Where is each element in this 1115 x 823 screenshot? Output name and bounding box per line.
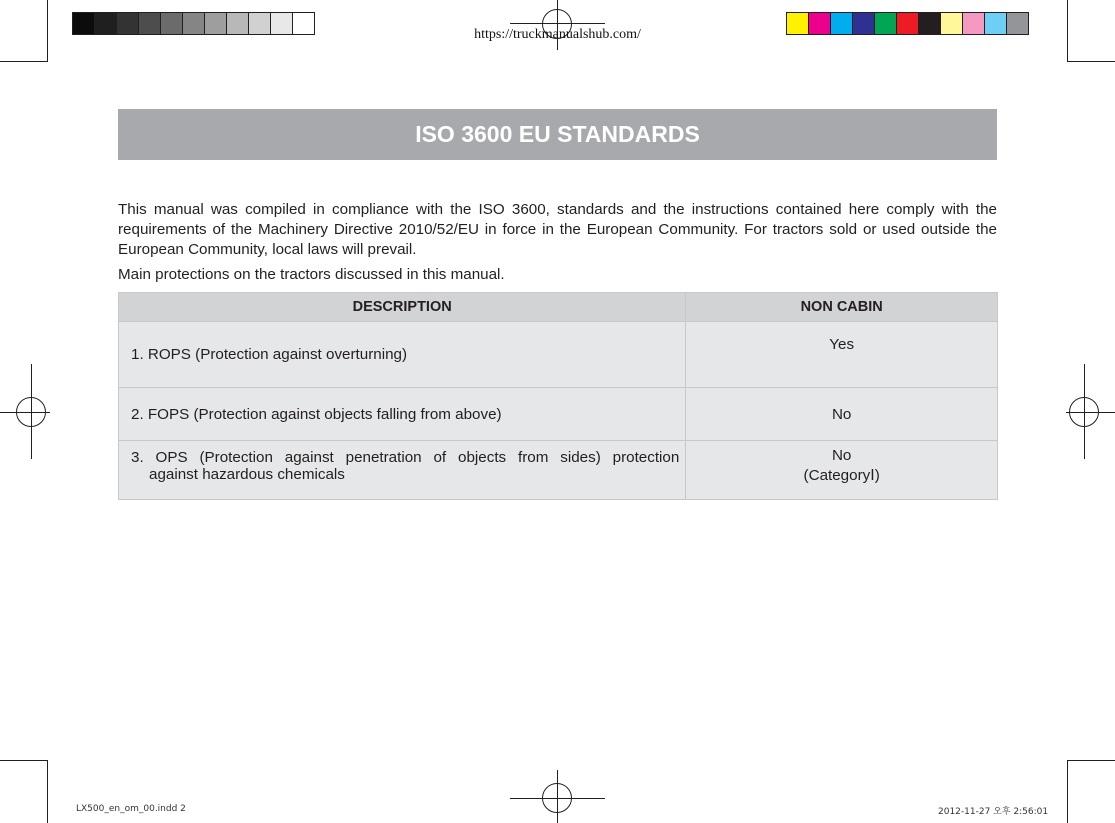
crop-mark: [1067, 760, 1115, 761]
crop-mark: [47, 760, 48, 823]
crop-mark: [0, 760, 48, 761]
row-description-line: against hazardous chemicals: [149, 466, 345, 483]
protections-table: [118, 292, 998, 500]
row-description-line: 3. OPS (Protection against penetration of objects from sides) protection: [131, 449, 680, 466]
crop-mark: [1067, 61, 1115, 62]
registration-mark: [557, 770, 558, 823]
row-value: [686, 441, 998, 500]
non-cabin-header: NON CABIN: [686, 293, 998, 322]
source-url: https://truckmanualshub.com/: [474, 27, 641, 42]
row-value: Yes: [686, 322, 998, 388]
row-value-note: (CategoryⅠ): [803, 467, 880, 484]
intro-paragraph: This manual was compiled in compliance with the ISO 3600, standards and the instructions contained here comply with the requirements of the Machinery Directive 2010/52/EU in force in the European Community. For tractors sold or used outside the European Community, local laws will prevail.: [118, 201, 997, 258]
slug-file: LX500_en_om_00.indd 2: [76, 804, 186, 814]
description-header: DESCRIPTION: [119, 293, 686, 322]
crop-mark: [1067, 760, 1068, 823]
row-value: No: [686, 388, 998, 441]
row-value-main: No: [831, 447, 852, 464]
table-row: [119, 441, 998, 500]
table-header-row: [119, 293, 998, 322]
page-title: ISO 3600 EU STANDARDS: [118, 109, 997, 160]
lead-paragraph: Main protections on the tractors discussed in this manual.: [118, 266, 505, 283]
table-row: [119, 388, 998, 441]
row-description: 2. FOPS (Protection against objects falling from above): [119, 388, 686, 441]
registration-mark: [510, 23, 605, 24]
row-description: 1. ROPS (Protection against overturning): [119, 322, 686, 388]
registration-mark: [510, 798, 605, 799]
slug-date: 2012-11-27 오후 2:56:01: [938, 807, 1049, 817]
row-description: [119, 441, 686, 500]
table-row: [119, 322, 998, 388]
registration-mark: [0, 412, 50, 413]
registration-mark: [1066, 412, 1115, 413]
crop-mark: [0, 61, 48, 62]
